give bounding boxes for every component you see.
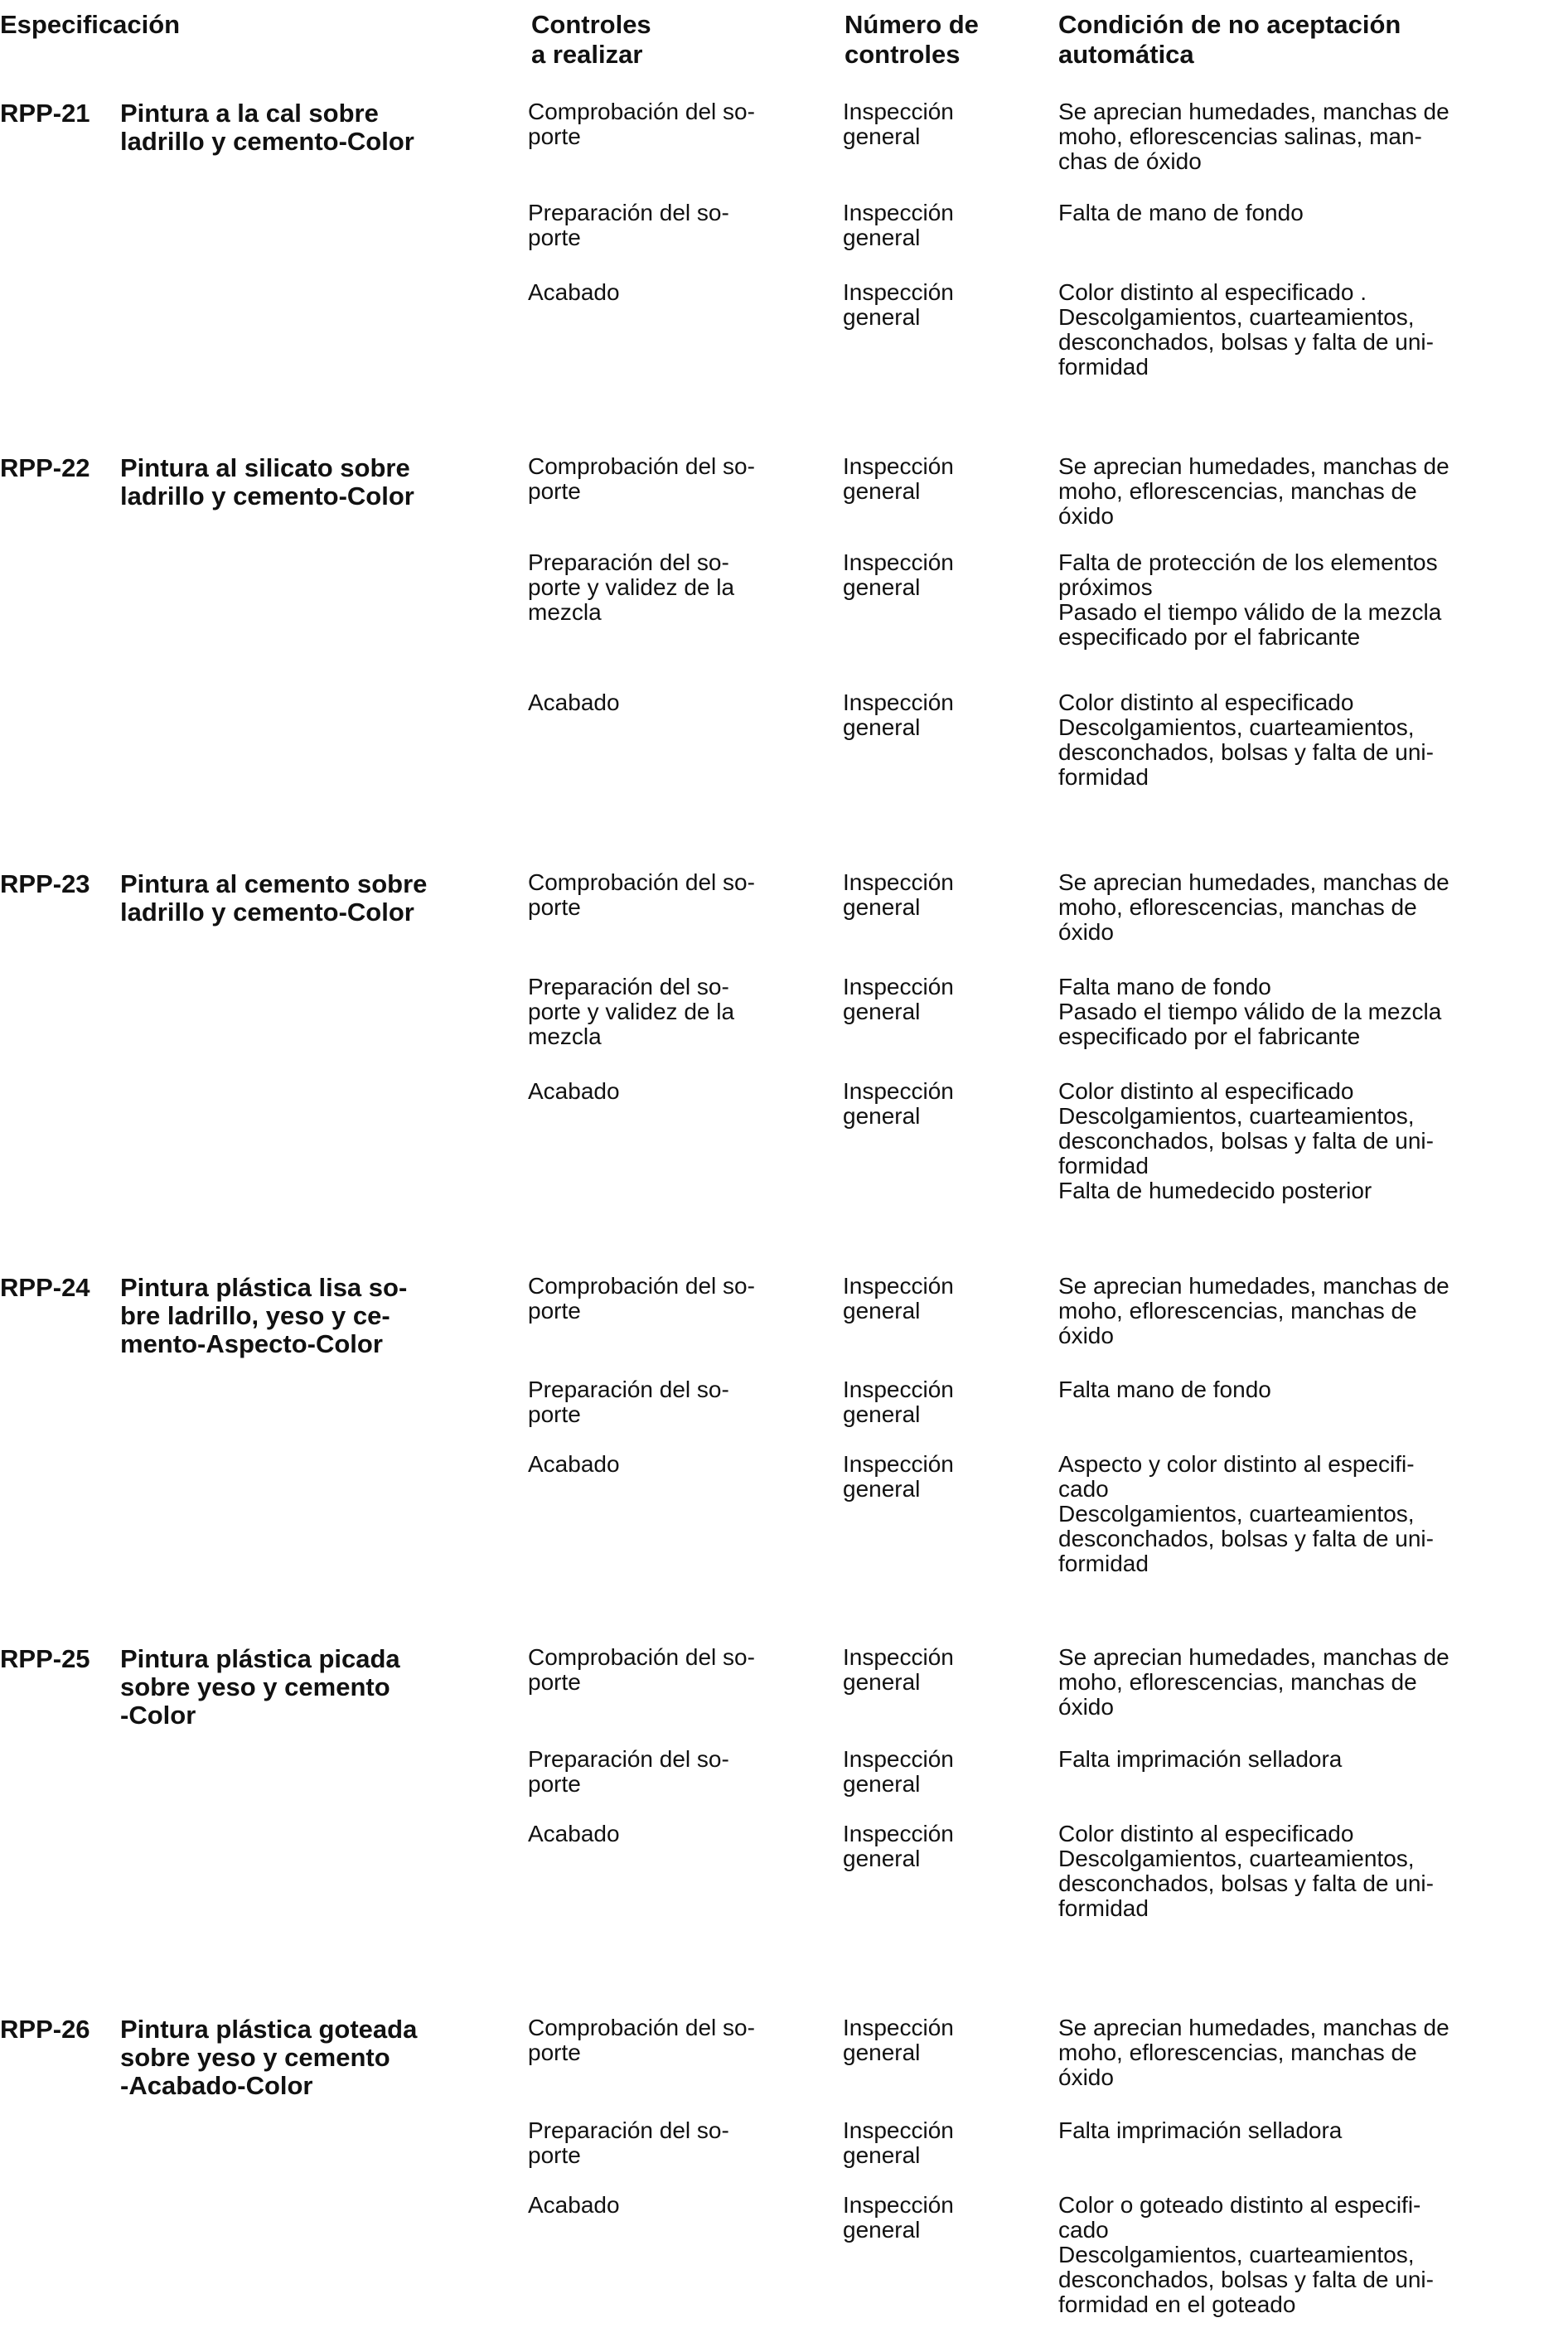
condicion-cell-line: Falta de humedecido posterior	[1058, 1178, 1372, 1203]
header-line: Especificación	[0, 10, 181, 39]
numero-cell-line: Inspección	[843, 2117, 954, 2143]
control-cell-line: Preparación del so-	[528, 974, 729, 999]
condicion-cell-line: Se aprecian humedades, manchas de	[1058, 99, 1449, 124]
control-cell-line: Comprobación del so-	[528, 1644, 755, 1670]
condicion-cell-line: desconchados, bolsas y falta de uni-	[1058, 1870, 1434, 1896]
condicion-cell	[1058, 2118, 1556, 2143]
condicion-cell-line: Descolgamientos, cuarteamientos,	[1058, 1103, 1415, 1129]
control-cell	[528, 870, 818, 920]
numero-cell-line: general	[843, 1476, 921, 1502]
condicion-cell-line: óxido	[1058, 503, 1114, 529]
condicion-cell	[1058, 1747, 1556, 1772]
spec-code: RPP-26	[0, 2015, 90, 2044]
numero-cell-line: general	[843, 478, 921, 504]
condicion-cell	[1058, 99, 1556, 174]
spec-title-line: Pintura a la cal sobre	[120, 99, 379, 128]
control-cell-line: porte	[528, 2040, 581, 2065]
control-cell-line: Preparación del so-	[528, 549, 729, 575]
numero-cell	[843, 1377, 1042, 1427]
condicion-cell	[1058, 1452, 1556, 1576]
numero-cell-line: Inspección	[843, 453, 954, 479]
condicion-cell-line: Se aprecian humedades, manchas de	[1058, 2015, 1449, 2040]
control-cell	[528, 201, 818, 250]
condicion-cell-line: Color distinto al especificado	[1058, 1821, 1354, 1846]
spec-title-line: Pintura al cemento sobre	[120, 869, 428, 898]
numero-cell	[843, 1079, 1042, 1129]
control-cell-line: porte	[528, 1298, 581, 1324]
condicion-cell	[1058, 975, 1556, 1049]
numero-cell	[843, 2118, 1042, 2168]
numero-cell	[843, 99, 1042, 149]
control-cell	[528, 690, 818, 715]
control-cell-line: Comprobación del so-	[528, 453, 755, 479]
control-cell-line: Acabado	[528, 279, 620, 305]
header-line: Controles	[531, 10, 651, 39]
control-cell-line: Comprobación del so-	[528, 869, 755, 895]
condicion-cell-line: formidad	[1058, 1895, 1149, 1921]
control-cell-line: mezcla	[528, 1023, 602, 1049]
control-cell	[528, 550, 818, 625]
control-cell-line: Acabado	[528, 1451, 620, 1477]
condicion-cell-line: Descolgamientos, cuarteamientos,	[1058, 304, 1415, 330]
header-line: a realizar	[531, 40, 643, 69]
numero-cell	[843, 1747, 1042, 1797]
numero-cell-line: Inspección	[843, 1746, 954, 1772]
control-cell	[528, 2016, 818, 2065]
condicion-cell-line: Falta de mano de fondo	[1058, 200, 1304, 225]
spec-title-line: mento-Aspecto-Color	[120, 1329, 383, 1358]
condicion-cell-line: desconchados, bolsas y falta de uni-	[1058, 2267, 1434, 2292]
condicion-cell-line: óxido	[1058, 919, 1114, 945]
numero-cell	[843, 690, 1042, 740]
control-cell	[528, 975, 818, 1049]
numero-cell-line: Inspección	[843, 2015, 954, 2040]
spec-code: RPP-22	[0, 453, 90, 482]
condicion-cell-line: especificado por el fabricante	[1058, 624, 1361, 650]
spec-title-line: ladrillo y cemento-Color	[120, 127, 414, 156]
condicion-cell	[1058, 454, 1556, 529]
header-controles	[531, 10, 651, 70]
numero-cell	[843, 201, 1042, 250]
condicion-cell	[1058, 550, 1556, 650]
numero-cell-line: general	[843, 1771, 921, 1797]
condicion-cell	[1058, 1274, 1556, 1348]
numero-cell-line: Inspección	[843, 1644, 954, 1670]
spec-code: RPP-23	[0, 869, 90, 898]
numero-cell-line: Inspección	[843, 99, 954, 124]
numero-cell-line: general	[843, 999, 921, 1024]
numero-cell-line: Inspección	[843, 549, 954, 575]
condicion-cell-line: Se aprecian humedades, manchas de	[1058, 453, 1449, 479]
spec-title-line: bre ladrillo, yeso y ce-	[120, 1301, 390, 1330]
spec-title	[120, 870, 468, 927]
numero-cell	[843, 975, 1042, 1024]
numero-cell-line: general	[843, 894, 921, 920]
condicion-cell-line: próximos	[1058, 574, 1153, 600]
numero-cell-line: Inspección	[843, 200, 954, 225]
numero-cell-line: general	[843, 2142, 921, 2168]
condicion-cell-line: Descolgamientos, cuarteamientos,	[1058, 1501, 1415, 1527]
condicion-cell-line: moho, eflorescencias salinas, man-	[1058, 123, 1422, 149]
control-cell	[528, 1274, 818, 1324]
numero-cell-line: Inspección	[843, 974, 954, 999]
numero-cell	[843, 280, 1042, 330]
condicion-cell-line: formidad	[1058, 764, 1149, 790]
control-cell-line: Acabado	[528, 690, 620, 715]
condicion-cell-line: Falta mano de fondo	[1058, 1377, 1271, 1402]
condicion-cell-line: Color o goteado distinto al especifi-	[1058, 2192, 1421, 2218]
spec-title	[120, 454, 468, 511]
control-cell-line: Comprobación del so-	[528, 2015, 755, 2040]
numero-cell-line: general	[843, 1401, 921, 1427]
control-cell-line: porte	[528, 1771, 581, 1797]
condicion-cell-line: desconchados, bolsas y falta de uni-	[1058, 739, 1434, 765]
control-cell-line: Preparación del so-	[528, 1746, 729, 1772]
numero-cell	[843, 550, 1042, 600]
header-especificacion	[0, 10, 180, 40]
condicion-cell-line: Color distinto al especificado .	[1058, 279, 1367, 305]
control-cell	[528, 1079, 818, 1104]
control-cell-line: porte	[528, 1401, 581, 1427]
numero-cell-line: Inspección	[843, 1078, 954, 1104]
spec-title	[120, 1274, 468, 1358]
condicion-cell-line: Se aprecian humedades, manchas de	[1058, 1273, 1449, 1299]
condicion-cell-line: formidad	[1058, 1153, 1149, 1178]
spec-code: RPP-21	[0, 99, 90, 128]
condicion-cell	[1058, 280, 1556, 380]
control-cell	[528, 2118, 818, 2168]
spec-title-line: -Color	[120, 1701, 196, 1730]
numero-cell-line: Inspección	[843, 2192, 954, 2218]
condicion-cell	[1058, 1645, 1556, 1720]
control-cell-line: porte	[528, 2142, 581, 2168]
condicion-cell-line: especificado por el fabricante	[1058, 1023, 1361, 1049]
numero-cell-line: general	[843, 225, 921, 250]
numero-cell-line: general	[843, 304, 921, 330]
condicion-cell-line: Falta mano de fondo	[1058, 974, 1271, 999]
condicion-cell-line: formidad	[1058, 354, 1149, 380]
condicion-cell-line: Falta imprimación selladora	[1058, 1746, 1343, 1772]
condicion-cell-line: chas de óxido	[1058, 148, 1202, 174]
control-cell-line: porte	[528, 123, 581, 149]
control-cell-line: Comprobación del so-	[528, 1273, 755, 1299]
spec-title-line: -Acabado-Color	[120, 2071, 313, 2100]
condicion-cell-line: Pasado el tiempo válido de la mezcla	[1058, 999, 1442, 1024]
condicion-cell-line: óxido	[1058, 1694, 1114, 1720]
control-cell-line: Acabado	[528, 2192, 620, 2218]
control-cell-line: Acabado	[528, 1821, 620, 1846]
control-cell-line: porte y validez de la	[528, 999, 735, 1024]
numero-cell-line: general	[843, 1846, 921, 1871]
condicion-cell-line: Falta de protección de los elementos	[1058, 549, 1438, 575]
control-cell-line: Preparación del so-	[528, 2117, 729, 2143]
numero-cell-line: Inspección	[843, 1273, 954, 1299]
control-cell	[528, 1645, 818, 1695]
control-cell-line: Acabado	[528, 1078, 620, 1104]
control-cell	[528, 454, 818, 504]
spec-title-line: sobre yeso y cemento	[120, 2043, 390, 2072]
header-line: controles	[844, 40, 961, 69]
condicion-cell-line: Descolgamientos, cuarteamientos,	[1058, 714, 1415, 740]
control-cell-line: mezcla	[528, 599, 602, 625]
condicion-cell-line: moho, eflorescencias, manchas de	[1058, 478, 1417, 504]
condicion-cell	[1058, 2193, 1556, 2317]
numero-cell	[843, 1822, 1042, 1871]
numero-cell	[843, 454, 1042, 504]
condicion-cell-line: óxido	[1058, 2064, 1114, 2090]
numero-cell-line: Inspección	[843, 869, 954, 895]
condicion-cell-line: Descolgamientos, cuarteamientos,	[1058, 1846, 1415, 1871]
condicion-cell-line: Aspecto y color distinto al especifi-	[1058, 1451, 1415, 1477]
spec-title-line: ladrillo y cemento-Color	[120, 898, 414, 927]
numero-cell	[843, 2193, 1042, 2243]
numero-cell-line: Inspección	[843, 1377, 954, 1402]
spec-title	[120, 1645, 468, 1730]
spec-title-line: Pintura al silicato sobre	[120, 453, 410, 482]
control-cell-line: porte	[528, 894, 581, 920]
header-condicion	[1058, 10, 1401, 70]
control-cell	[528, 99, 818, 149]
numero-cell-line: general	[843, 574, 921, 600]
condicion-cell-line: Se aprecian humedades, manchas de	[1058, 869, 1449, 895]
control-cell-line: porte	[528, 478, 581, 504]
numero-cell-line: Inspección	[843, 279, 954, 305]
condicion-cell-line: Pasado el tiempo válido de la mezcla	[1058, 599, 1442, 625]
spec-code: RPP-25	[0, 1644, 90, 1673]
header-line: Condición de no aceptación	[1058, 10, 1401, 39]
condicion-cell-line: moho, eflorescencias, manchas de	[1058, 1298, 1417, 1324]
condicion-cell	[1058, 2016, 1556, 2090]
condicion-cell-line: desconchados, bolsas y falta de uni-	[1058, 1128, 1434, 1154]
spec-title-line: sobre yeso y cemento	[120, 1672, 390, 1701]
spec-title	[120, 2016, 468, 2100]
numero-cell-line: general	[843, 1298, 921, 1324]
condicion-cell	[1058, 870, 1556, 945]
spec-title-line: ladrillo y cemento-Color	[120, 481, 414, 511]
condicion-cell-line: Descolgamientos, cuarteamientos,	[1058, 2242, 1415, 2267]
condicion-cell-line: formidad en el goteado	[1058, 2291, 1296, 2317]
numero-cell-line: general	[843, 123, 921, 149]
spec-title	[120, 99, 468, 156]
control-cell-line: Comprobación del so-	[528, 99, 755, 124]
control-cell-line: porte	[528, 225, 581, 250]
condicion-cell	[1058, 690, 1556, 790]
numero-cell-line: general	[843, 2217, 921, 2243]
control-cell	[528, 1452, 818, 1477]
condicion-cell-line: cado	[1058, 1476, 1109, 1502]
numero-cell	[843, 1274, 1042, 1324]
numero-cell-line: general	[843, 2040, 921, 2065]
condicion-cell-line: Color distinto al especificado	[1058, 690, 1354, 715]
condicion-cell	[1058, 1377, 1556, 1402]
control-cell	[528, 280, 818, 305]
header-numero	[844, 10, 979, 70]
condicion-cell-line: moho, eflorescencias, manchas de	[1058, 1669, 1417, 1695]
control-cell-line: porte y validez de la	[528, 574, 735, 600]
control-cell	[528, 1747, 818, 1797]
condicion-cell-line: moho, eflorescencias, manchas de	[1058, 2040, 1417, 2065]
numero-cell-line: Inspección	[843, 1451, 954, 1477]
condicion-cell-line: óxido	[1058, 1323, 1114, 1348]
spec-code: RPP-24	[0, 1273, 90, 1302]
condicion-cell-line: moho, eflorescencias, manchas de	[1058, 894, 1417, 920]
control-cell-line: Preparación del so-	[528, 1377, 729, 1402]
numero-cell	[843, 1452, 1042, 1502]
header-line: Número de	[844, 10, 979, 39]
condicion-cell-line: Falta imprimación selladora	[1058, 2117, 1343, 2143]
condicion-cell	[1058, 1079, 1556, 1203]
control-cell	[528, 1377, 818, 1427]
condicion-cell-line: Se aprecian humedades, manchas de	[1058, 1644, 1449, 1670]
spec-title-line: Pintura plástica picada	[120, 1644, 400, 1673]
condicion-cell-line: cado	[1058, 2217, 1109, 2243]
control-cell-line: porte	[528, 1669, 581, 1695]
header-line: automática	[1058, 40, 1194, 69]
control-cell	[528, 2193, 818, 2218]
condicion-cell	[1058, 1822, 1556, 1921]
numero-cell	[843, 870, 1042, 920]
control-cell	[528, 1822, 818, 1846]
numero-cell-line: Inspección	[843, 1821, 954, 1846]
condicion-cell-line: Color distinto al especificado	[1058, 1078, 1354, 1104]
numero-cell-line: general	[843, 1103, 921, 1129]
numero-cell-line: Inspección	[843, 690, 954, 715]
numero-cell	[843, 1645, 1042, 1695]
condicion-cell	[1058, 201, 1556, 225]
spec-title-line: Pintura plástica lisa so-	[120, 1273, 408, 1302]
condicion-cell-line: desconchados, bolsas y falta de uni-	[1058, 329, 1434, 355]
spec-title-line: Pintura plástica goteada	[120, 2015, 418, 2044]
numero-cell-line: general	[843, 1669, 921, 1695]
control-cell-line: Preparación del so-	[528, 200, 729, 225]
condicion-cell-line: desconchados, bolsas y falta de uni-	[1058, 1526, 1434, 1551]
condicion-cell-line: formidad	[1058, 1551, 1149, 1576]
numero-cell	[843, 2016, 1042, 2065]
numero-cell-line: general	[843, 714, 921, 740]
